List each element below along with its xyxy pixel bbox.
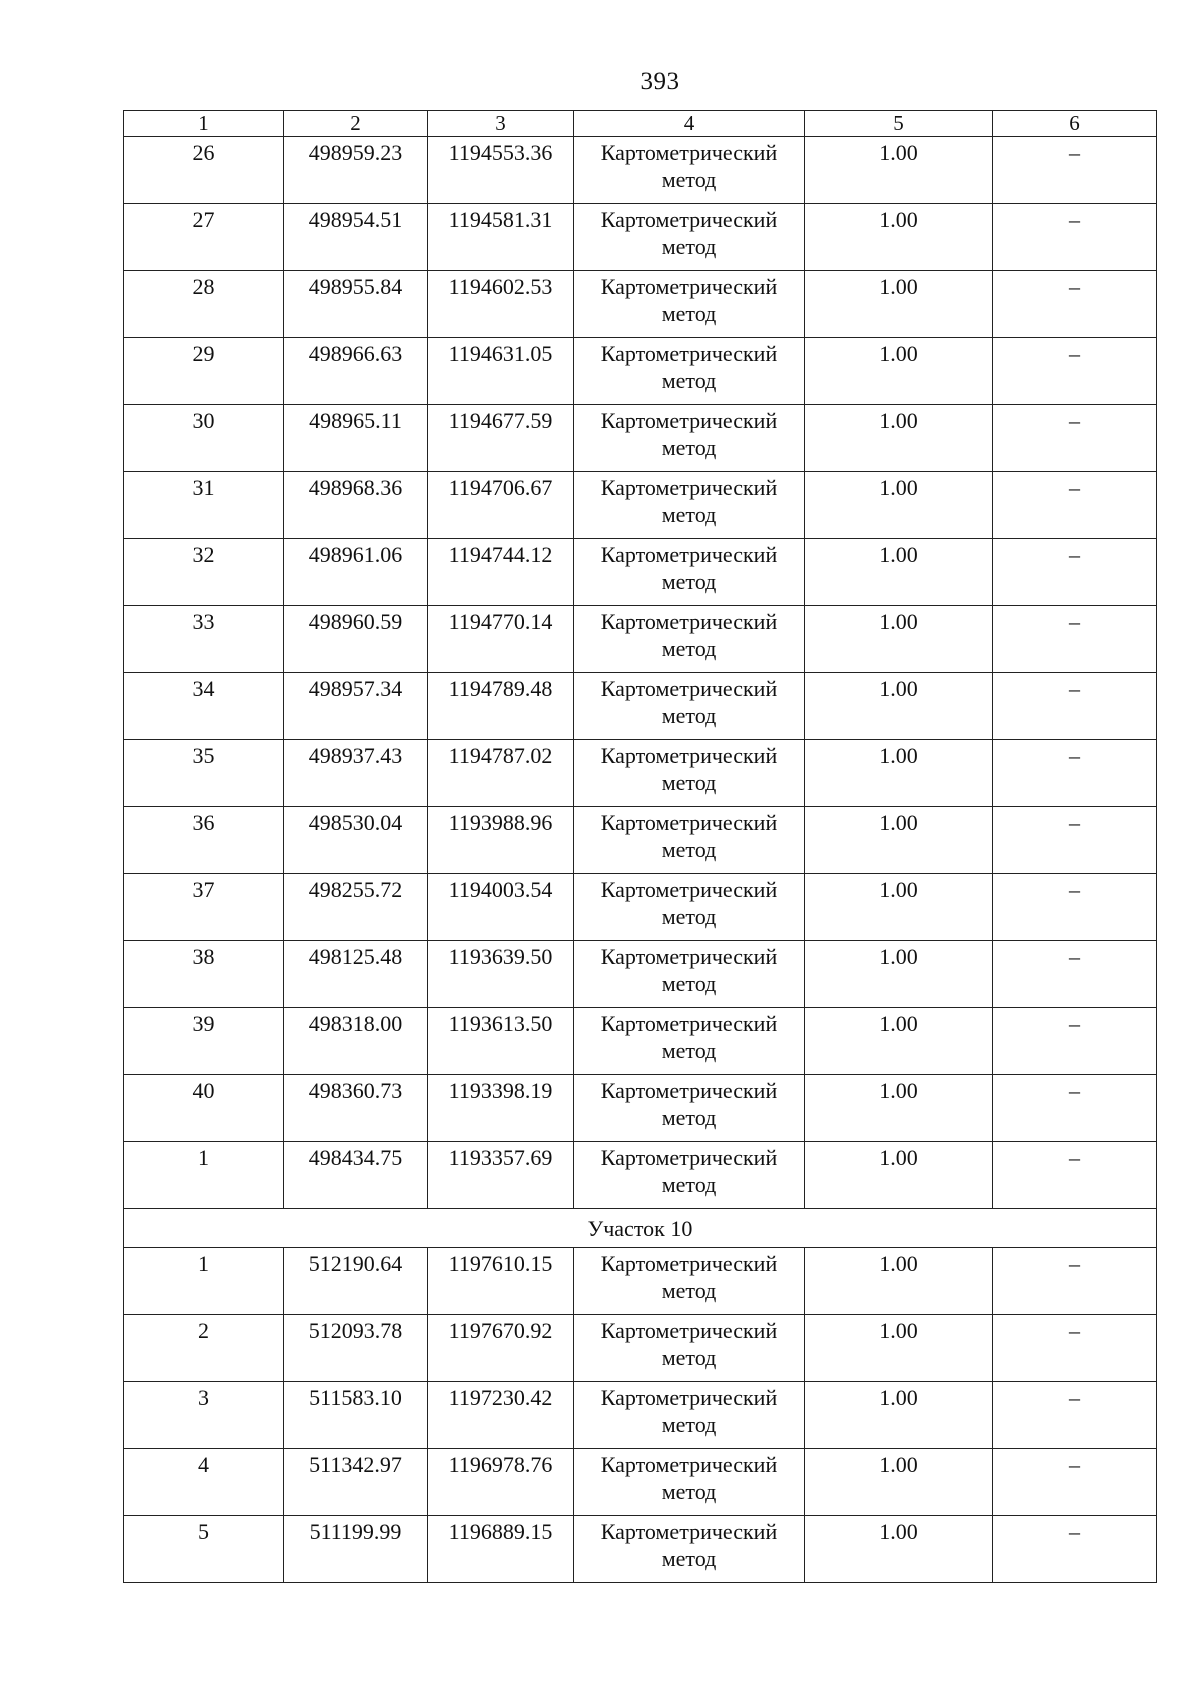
- table-row: [124, 405, 1157, 472]
- y-coordinate-cell: 1194706.67: [428, 472, 574, 539]
- table-row: [124, 1315, 1157, 1382]
- table-row: [124, 472, 1157, 539]
- note-cell: –: [993, 807, 1157, 874]
- note-cell: –: [993, 1248, 1157, 1315]
- y-coordinate-cell: 1197610.15: [428, 1248, 574, 1315]
- accuracy-cell: 1.00: [805, 539, 993, 606]
- page-number: 393: [640, 68, 680, 95]
- column-header: 5: [805, 111, 993, 137]
- column-header: 4: [574, 111, 805, 137]
- x-coordinate-cell: 511342.97: [284, 1449, 428, 1516]
- point-number-cell: 5: [124, 1516, 284, 1583]
- accuracy-cell: 1.00: [805, 673, 993, 740]
- y-coordinate-cell: 1193398.19: [428, 1075, 574, 1142]
- y-coordinate-cell: 1193357.69: [428, 1142, 574, 1209]
- method-cell: Картометрический метод: [574, 1516, 805, 1583]
- x-coordinate-cell: 498960.59: [284, 606, 428, 673]
- y-coordinate-cell: 1196978.76: [428, 1449, 574, 1516]
- point-number-cell: 4: [124, 1449, 284, 1516]
- y-coordinate-cell: 1194770.14: [428, 606, 574, 673]
- accuracy-cell: 1.00: [805, 472, 993, 539]
- note-cell: –: [993, 1382, 1157, 1449]
- point-number-cell: 1: [124, 1142, 284, 1209]
- header-row: [124, 111, 1157, 137]
- note-cell: –: [993, 1008, 1157, 1075]
- table-row: [124, 338, 1157, 405]
- table-row: [124, 1449, 1157, 1516]
- note-cell: –: [993, 405, 1157, 472]
- x-coordinate-cell: 498965.11: [284, 405, 428, 472]
- accuracy-cell: 1.00: [805, 740, 993, 807]
- y-coordinate-cell: 1194003.54: [428, 874, 574, 941]
- y-coordinate-cell: 1194631.05: [428, 338, 574, 405]
- y-coordinate-cell: 1194602.53: [428, 271, 574, 338]
- note-cell: –: [993, 1516, 1157, 1583]
- method-cell: Картометрический метод: [574, 1142, 805, 1209]
- accuracy-cell: 1.00: [805, 271, 993, 338]
- accuracy-cell: 1.00: [805, 1382, 993, 1449]
- x-coordinate-cell: 512093.78: [284, 1315, 428, 1382]
- y-coordinate-cell: 1197230.42: [428, 1382, 574, 1449]
- x-coordinate-cell: 498530.04: [284, 807, 428, 874]
- table-row: [124, 874, 1157, 941]
- method-cell: Картометрический метод: [574, 740, 805, 807]
- table-row: [124, 1516, 1157, 1583]
- accuracy-cell: 1.00: [805, 137, 993, 204]
- table-row: [124, 606, 1157, 673]
- accuracy-cell: 1.00: [805, 204, 993, 271]
- note-cell: –: [993, 1075, 1157, 1142]
- y-coordinate-cell: 1194677.59: [428, 405, 574, 472]
- table-row: [124, 1248, 1157, 1315]
- table-row: [124, 204, 1157, 271]
- point-number-cell: 3: [124, 1382, 284, 1449]
- accuracy-cell: 1.00: [805, 1248, 993, 1315]
- note-cell: –: [993, 338, 1157, 405]
- method-cell: Картометрический метод: [574, 204, 805, 271]
- y-coordinate-cell: 1194581.31: [428, 204, 574, 271]
- table-row: [124, 1142, 1157, 1209]
- section-row: [124, 1209, 1157, 1248]
- x-coordinate-cell: 498434.75: [284, 1142, 428, 1209]
- point-number-cell: 30: [124, 405, 284, 472]
- note-cell: –: [993, 1449, 1157, 1516]
- method-cell: Картометрический метод: [574, 606, 805, 673]
- accuracy-cell: 1.00: [805, 606, 993, 673]
- point-number-cell: 31: [124, 472, 284, 539]
- x-coordinate-cell: 498318.00: [284, 1008, 428, 1075]
- accuracy-cell: 1.00: [805, 1008, 993, 1075]
- point-number-cell: 26: [124, 137, 284, 204]
- accuracy-cell: 1.00: [805, 405, 993, 472]
- accuracy-cell: 1.00: [805, 1315, 993, 1382]
- method-cell: Картометрический метод: [574, 539, 805, 606]
- point-number-cell: 32: [124, 539, 284, 606]
- table-row: [124, 673, 1157, 740]
- note-cell: –: [993, 472, 1157, 539]
- x-coordinate-cell: 498957.34: [284, 673, 428, 740]
- section-title: Участок 10: [124, 1209, 1157, 1248]
- table-row: [124, 807, 1157, 874]
- x-coordinate-cell: 498955.84: [284, 271, 428, 338]
- method-cell: Картометрический метод: [574, 673, 805, 740]
- method-cell: Картометрический метод: [574, 1449, 805, 1516]
- column-header: 1: [124, 111, 284, 137]
- accuracy-cell: 1.00: [805, 1516, 993, 1583]
- note-cell: –: [993, 271, 1157, 338]
- accuracy-cell: 1.00: [805, 1075, 993, 1142]
- x-coordinate-cell: 498937.43: [284, 740, 428, 807]
- table-row: [124, 137, 1157, 204]
- method-cell: Картометрический метод: [574, 472, 805, 539]
- accuracy-cell: 1.00: [805, 874, 993, 941]
- note-cell: –: [993, 673, 1157, 740]
- x-coordinate-cell: 498961.06: [284, 539, 428, 606]
- table-row: [124, 539, 1157, 606]
- note-cell: –: [993, 1315, 1157, 1382]
- x-coordinate-cell: 498954.51: [284, 204, 428, 271]
- method-cell: Картометрический метод: [574, 1382, 805, 1449]
- table-row: [124, 1075, 1157, 1142]
- x-coordinate-cell: 498360.73: [284, 1075, 428, 1142]
- point-number-cell: 40: [124, 1075, 284, 1142]
- point-number-cell: 27: [124, 204, 284, 271]
- note-cell: –: [993, 941, 1157, 1008]
- method-cell: Картометрический метод: [574, 405, 805, 472]
- accuracy-cell: 1.00: [805, 807, 993, 874]
- point-number-cell: 36: [124, 807, 284, 874]
- column-header: 3: [428, 111, 574, 137]
- note-cell: –: [993, 204, 1157, 271]
- table-row: [124, 271, 1157, 338]
- point-number-cell: 28: [124, 271, 284, 338]
- method-cell: Картометрический метод: [574, 338, 805, 405]
- table-row: [124, 941, 1157, 1008]
- method-cell: Картометрический метод: [574, 137, 805, 204]
- y-coordinate-cell: 1197670.92: [428, 1315, 574, 1382]
- column-header: 2: [284, 111, 428, 137]
- x-coordinate-cell: 498968.36: [284, 472, 428, 539]
- table-row: [124, 1382, 1157, 1449]
- point-number-cell: 34: [124, 673, 284, 740]
- y-coordinate-cell: 1193613.50: [428, 1008, 574, 1075]
- y-coordinate-cell: 1194744.12: [428, 539, 574, 606]
- method-cell: Картометрический метод: [574, 807, 805, 874]
- method-cell: Картометрический метод: [574, 874, 805, 941]
- y-coordinate-cell: 1193988.96: [428, 807, 574, 874]
- note-cell: –: [993, 539, 1157, 606]
- note-cell: –: [993, 137, 1157, 204]
- column-header: 6: [993, 111, 1157, 137]
- note-cell: –: [993, 740, 1157, 807]
- note-cell: –: [993, 1142, 1157, 1209]
- table-row: [124, 1008, 1157, 1075]
- method-cell: Картометрический метод: [574, 1075, 805, 1142]
- note-cell: –: [993, 606, 1157, 673]
- table-row: [124, 740, 1157, 807]
- y-coordinate-cell: 1194553.36: [428, 137, 574, 204]
- x-coordinate-cell: 511583.10: [284, 1382, 428, 1449]
- point-number-cell: 37: [124, 874, 284, 941]
- point-number-cell: 2: [124, 1315, 284, 1382]
- point-number-cell: 39: [124, 1008, 284, 1075]
- accuracy-cell: 1.00: [805, 941, 993, 1008]
- coordinates-table: [123, 110, 1157, 1583]
- point-number-cell: 29: [124, 338, 284, 405]
- note-cell: –: [993, 874, 1157, 941]
- x-coordinate-cell: 511199.99: [284, 1516, 428, 1583]
- accuracy-cell: 1.00: [805, 1449, 993, 1516]
- x-coordinate-cell: 498125.48: [284, 941, 428, 1008]
- point-number-cell: 35: [124, 740, 284, 807]
- x-coordinate-cell: 498959.23: [284, 137, 428, 204]
- method-cell: Картометрический метод: [574, 1008, 805, 1075]
- x-coordinate-cell: 498255.72: [284, 874, 428, 941]
- point-number-cell: 38: [124, 941, 284, 1008]
- y-coordinate-cell: 1193639.50: [428, 941, 574, 1008]
- x-coordinate-cell: 512190.64: [284, 1248, 428, 1315]
- y-coordinate-cell: 1194789.48: [428, 673, 574, 740]
- point-number-cell: 1: [124, 1248, 284, 1315]
- method-cell: Картометрический метод: [574, 1315, 805, 1382]
- x-coordinate-cell: 498966.63: [284, 338, 428, 405]
- accuracy-cell: 1.00: [805, 338, 993, 405]
- method-cell: Картометрический метод: [574, 941, 805, 1008]
- y-coordinate-cell: 1196889.15: [428, 1516, 574, 1583]
- table-body: [124, 111, 1157, 1583]
- method-cell: Картометрический метод: [574, 271, 805, 338]
- accuracy-cell: 1.00: [805, 1142, 993, 1209]
- method-cell: Картометрический метод: [574, 1248, 805, 1315]
- point-number-cell: 33: [124, 606, 284, 673]
- y-coordinate-cell: 1194787.02: [428, 740, 574, 807]
